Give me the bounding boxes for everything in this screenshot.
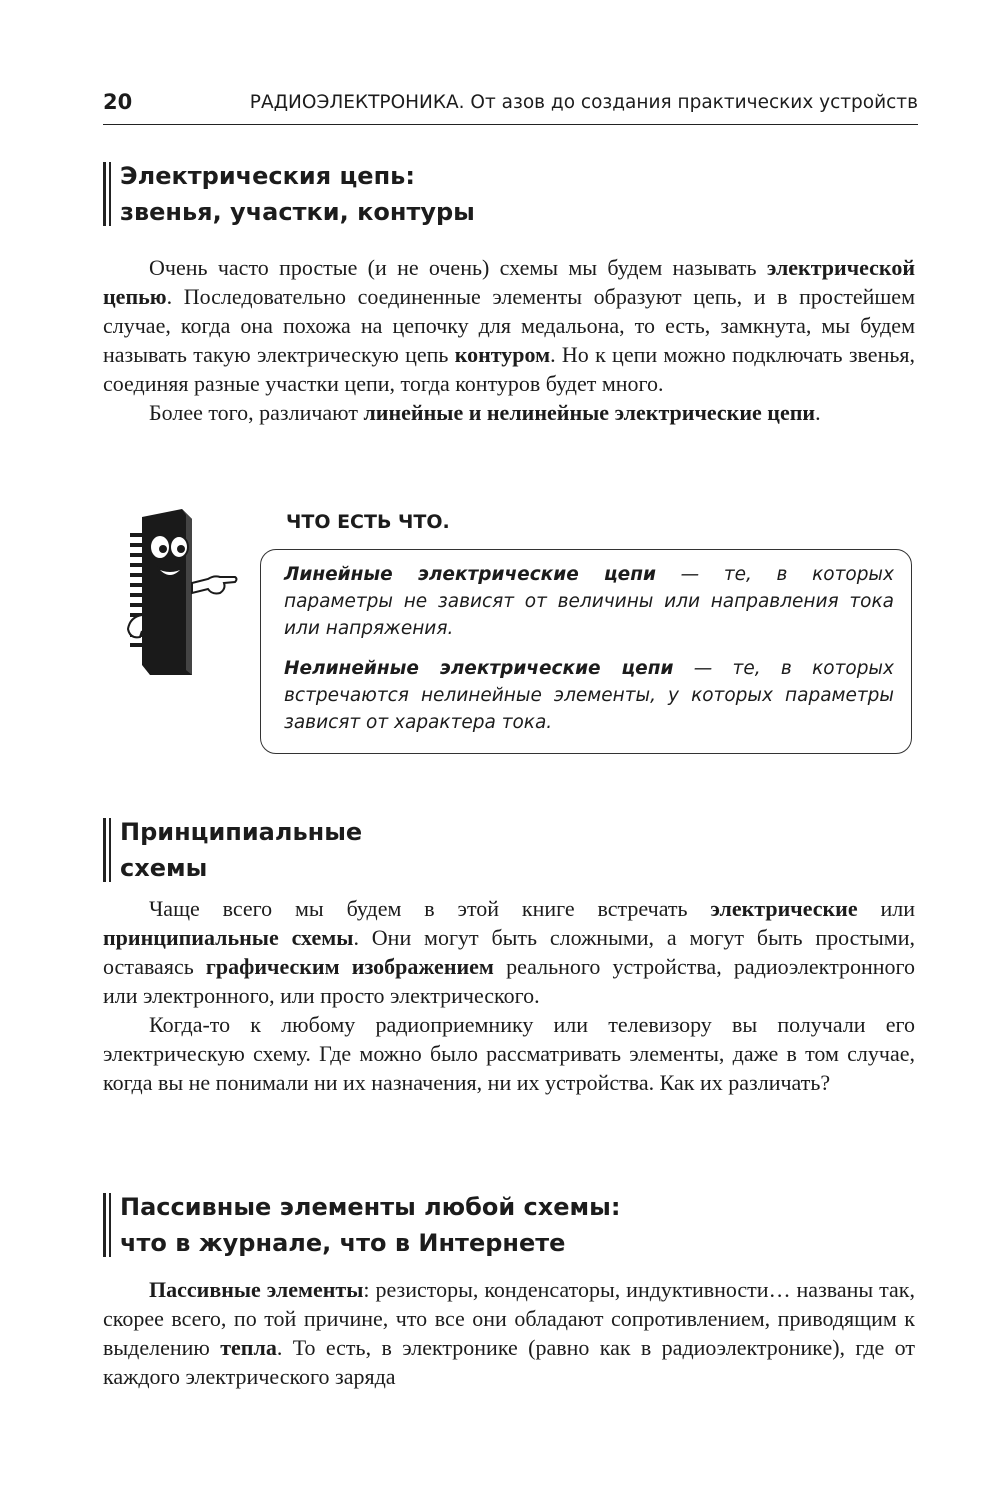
definition-linear (284, 561, 894, 642)
paragraph (103, 894, 915, 1010)
section-heading-line: что в журнале, что в Интернете (120, 1229, 566, 1257)
section-heading-line: Электрическия цепь: (120, 162, 415, 190)
section-heading-line: схемы (120, 854, 208, 882)
section-body-circuit (103, 253, 915, 427)
text-run: . Но к цепи можно подключать звенья, соединяя разные участки цепи, тогда контуров будет много. (103, 342, 915, 396)
bold-term: контуром (454, 342, 551, 367)
definition-term: Нелинейные электрические цепи (284, 658, 674, 679)
text-run: . Последовательно соединенные элементы образуют цепь, и в простейшем случае, когда она похожа на цепочку для медальона, то есть, замкнута, мы будем называть такую электрическую цепь (103, 284, 915, 367)
text-run: Более того, различают (149, 400, 364, 425)
text-run: Чаще всего мы будем в этой книге встречать (149, 896, 711, 921)
bold-term: графическим изображением (205, 954, 494, 979)
text-run: : резисторы, конденсаторы, индуктивности… названы так, скорее всего, по той причине, что все они обладают сопротивлением, приводящим к выделению (103, 1277, 915, 1360)
section-heading-passive (103, 1189, 620, 1261)
text-run: . (815, 400, 821, 425)
paragraph: Когда-то к любому радиоприемнику или телевизору вы получали его электрическую схему. Где можно было рассматривать элементы, даже в том случае, когда вы не понимали ни их назначения, ни их устройства. Как их различать? (103, 1012, 915, 1095)
section-heading-line: Пассивные элементы любой схемы: (120, 1193, 621, 1221)
bold-term: тепла (220, 1335, 277, 1360)
definition-callout-text (284, 561, 894, 749)
section-heading-circuit (103, 158, 475, 230)
section-heading-line: звенья, участки, контуры (120, 198, 475, 226)
definition-text: — те, в которых параметры не зависят от величины или направления тока или напряжения. (284, 564, 894, 639)
bold-term: электрической цепью (103, 255, 915, 309)
text-run: или (857, 896, 915, 921)
what-is-what-label: ЧТО ЕСТЬ ЧТО. (286, 511, 450, 533)
text-run: реального устройства, радиоэлектронного или электронного, или просто электрического. (103, 954, 915, 1008)
paragraph (103, 253, 915, 398)
page-number: 20 (103, 90, 133, 114)
section-body-passive (103, 1275, 915, 1391)
running-title: РАДИОЭЛЕКТРОНИКА. От азов до создания практических устройств (249, 92, 918, 113)
paragraph (103, 1275, 915, 1391)
bold-term: электрические (710, 896, 858, 921)
section-heading-schematics (103, 814, 362, 886)
text-run: . Они могут быть сложными, а могут быть простыми, оставаясь (103, 925, 916, 979)
running-header (103, 88, 918, 125)
text-run: . То есть, в электронике (равно как в радиоэлектронике), где от каждого электрического заряда (103, 1335, 915, 1389)
definition-term: Линейные электрические цепи (284, 564, 656, 585)
chip-mascot-illustration (120, 505, 245, 680)
bold-term: принципиальные схемы (103, 925, 354, 950)
section-body-schematics (103, 894, 915, 1097)
bold-term: линейные и нелинейные электрические цепи (363, 400, 816, 425)
paragraph (103, 398, 915, 427)
section-heading-line: Принципиальные (120, 818, 363, 846)
definition-nonlinear (284, 655, 894, 736)
definition-text: — те, в которых встречаются нелинейные элементы, у которых параметры зависят от характера тока. (284, 658, 894, 733)
bold-term: Пассивные элементы (149, 1277, 364, 1302)
text-run: Очень часто простые (и не очень) схемы мы будем называть (149, 255, 767, 280)
